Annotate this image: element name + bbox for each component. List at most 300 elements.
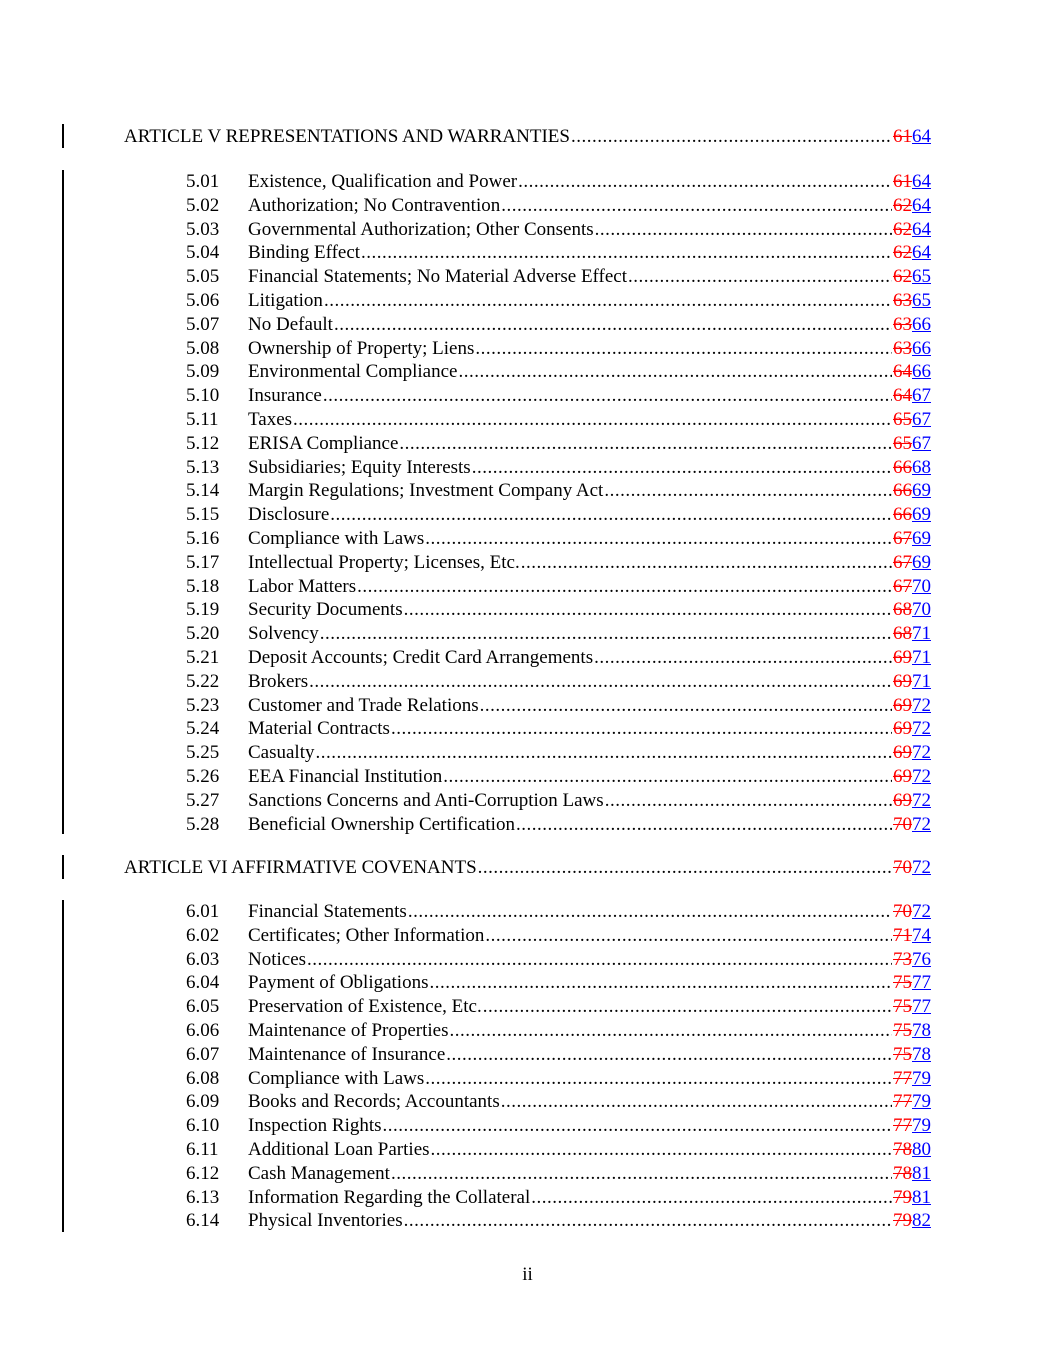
- section-number: 6.08: [186, 1067, 220, 1089]
- dot-leader: [408, 900, 892, 924]
- dot-leader: [628, 265, 892, 289]
- dot-leader: [309, 670, 892, 694]
- toc-entry[interactable]: [186, 551, 931, 575]
- inserted-page-number[interactable]: 70: [912, 575, 931, 597]
- toc-entry[interactable]: [186, 289, 931, 313]
- dot-leader: [594, 646, 892, 670]
- inserted-page-number[interactable]: 67: [912, 385, 931, 407]
- deleted-page-number: 75: [893, 1020, 912, 1041]
- toc-entry[interactable]: [186, 384, 931, 408]
- section-number: 6.11: [186, 1139, 219, 1160]
- toc-entry[interactable]: [186, 789, 931, 813]
- inserted-page-number[interactable]: 71: [912, 623, 931, 645]
- section-title: Subsidiaries; Equity Interests: [248, 456, 471, 478]
- section-number: 6.05: [186, 996, 220, 1018]
- deleted-page-number: 75: [893, 1043, 912, 1065]
- section-title: Intellectual Property; Licenses, Etc.: [248, 551, 520, 573]
- dot-leader: [324, 289, 892, 313]
- inserted-page-number[interactable]: 82: [912, 1210, 931, 1232]
- section-title: Authorization; No Contravention: [248, 194, 501, 216]
- page-reference: [893, 360, 931, 384]
- page-reference: [893, 995, 931, 1019]
- section-title: Payment of Obligations: [248, 972, 429, 994]
- inserted-page-number[interactable]: 72: [912, 694, 931, 716]
- dot-leader: [501, 194, 892, 218]
- deleted-page-number: 64: [893, 385, 912, 407]
- article-title: ARTICLE V REPRESENTATIONS AND WARRANTIES: [124, 126, 570, 147]
- dot-leader: [595, 218, 892, 242]
- section-number: 5.12: [186, 432, 220, 454]
- section-title: Customer and Trade Relations: [248, 694, 479, 716]
- toc-entry[interactable]: [186, 527, 931, 551]
- page-reference: [893, 598, 931, 622]
- dot-leader: [361, 241, 892, 265]
- page-reference: [893, 575, 931, 599]
- dot-leader: [307, 948, 892, 972]
- inserted-page-number[interactable]: 64: [912, 194, 931, 216]
- section-title: Governmental Authorization; Other Consents: [248, 218, 594, 240]
- inserted-page-number[interactable]: 71: [912, 670, 931, 692]
- toc-entry[interactable]: [186, 241, 931, 265]
- page-reference: [893, 432, 931, 456]
- dot-leader: [458, 360, 892, 384]
- dot-leader: [516, 813, 892, 837]
- page-reference: [893, 313, 931, 337]
- deleted-page-number: 61: [893, 126, 912, 147]
- inserted-page-number[interactable]: 79: [912, 1091, 931, 1113]
- dot-leader: [431, 1138, 892, 1162]
- toc-entry[interactable]: [186, 995, 931, 1019]
- toc-entry[interactable]: [186, 1209, 931, 1233]
- toc-entry[interactable]: [186, 971, 931, 995]
- deleted-page-number: 62: [893, 242, 912, 264]
- inserted-page-number[interactable]: 74: [912, 924, 931, 946]
- toc-entry[interactable]: [186, 598, 931, 622]
- deleted-page-number: 68: [893, 599, 912, 621]
- dot-leader: [404, 598, 892, 622]
- section-number: 6.12: [186, 1162, 220, 1184]
- article-v-heading[interactable]: [124, 125, 931, 149]
- inserted-page-number[interactable]: 72: [912, 857, 931, 878]
- inserted-page-number[interactable]: 69: [912, 528, 931, 549]
- section-title: Environmental Compliance: [248, 361, 458, 383]
- page-reference: [893, 408, 931, 432]
- dot-leader: [480, 694, 892, 718]
- toc-entry[interactable]: [186, 408, 931, 432]
- deleted-page-number: 69: [893, 718, 912, 740]
- toc-entry[interactable]: [186, 1162, 931, 1186]
- page-reference: [893, 1186, 931, 1210]
- section-title: Maintenance of Properties: [248, 1020, 449, 1041]
- section-number: 5.07: [186, 313, 220, 335]
- deleted-page-number: 79: [893, 1210, 912, 1232]
- toc-entry[interactable]: [186, 1114, 931, 1138]
- deleted-page-number: 62: [893, 218, 912, 240]
- inserted-page-number[interactable]: 65: [912, 290, 931, 311]
- deleted-page-number: 69: [893, 766, 912, 787]
- page-reference: [893, 765, 931, 789]
- dot-leader: [357, 575, 892, 599]
- section-title: Insurance: [248, 385, 322, 407]
- page-reference: [893, 527, 931, 551]
- toc-entry[interactable]: [186, 479, 931, 503]
- section-title: Compliance with Laws: [248, 528, 425, 549]
- toc-entry[interactable]: [186, 1138, 931, 1162]
- inserted-page-number[interactable]: 81: [912, 1162, 931, 1184]
- section-title: Financial Statements: [248, 901, 407, 922]
- page-reference: [893, 218, 931, 242]
- deleted-page-number: 64: [893, 361, 912, 383]
- page-reference: [893, 241, 931, 265]
- change-bar: [62, 900, 64, 1232]
- inserted-page-number[interactable]: 68: [912, 456, 931, 478]
- dot-leader: [425, 1067, 892, 1091]
- section-number: 5.02: [186, 194, 220, 216]
- deleted-page-number: 69: [893, 742, 912, 764]
- page-reference: [893, 789, 931, 813]
- section-title: Preservation of Existence, Etc.: [248, 996, 482, 1018]
- page-reference: [893, 503, 931, 527]
- page-reference: [893, 1138, 931, 1162]
- section-number: 5.10: [186, 385, 220, 407]
- inserted-page-number[interactable]: 79: [912, 1067, 931, 1089]
- section-number: 5.19: [186, 599, 220, 621]
- page-reference: [893, 694, 931, 718]
- inserted-page-number[interactable]: 66: [912, 361, 931, 383]
- page-reference: [893, 1043, 931, 1067]
- dot-leader: [429, 971, 892, 995]
- deleted-page-number: 75: [893, 972, 912, 994]
- page-reference: [893, 125, 931, 149]
- dot-leader: [475, 337, 892, 361]
- toc-entry[interactable]: [186, 360, 931, 384]
- toc-entry[interactable]: [186, 194, 931, 218]
- section-title: Physical Inventories: [248, 1210, 403, 1232]
- toc-entry[interactable]: [186, 717, 931, 741]
- toc-entry[interactable]: [186, 432, 931, 456]
- inserted-page-number[interactable]: 72: [912, 813, 931, 835]
- inserted-page-number[interactable]: 76: [912, 948, 931, 970]
- section-title: Information Regarding the Collateral: [248, 1186, 531, 1208]
- toc-entry[interactable]: [186, 741, 931, 765]
- section-number: 6.04: [186, 972, 220, 994]
- page-reference: [893, 479, 931, 503]
- deleted-page-number: 69: [893, 694, 912, 716]
- dot-leader: [446, 1043, 892, 1067]
- dot-leader: [605, 789, 892, 813]
- dot-leader: [383, 1114, 892, 1138]
- dot-leader: [404, 1209, 892, 1233]
- toc-entry[interactable]: [186, 1019, 931, 1043]
- deleted-page-number: 71: [893, 924, 912, 946]
- page-reference: [893, 265, 931, 289]
- toc-entry[interactable]: [186, 575, 931, 599]
- toc-entry[interactable]: [186, 694, 931, 718]
- inserted-page-number[interactable]: 66: [912, 313, 931, 335]
- dot-leader: [323, 384, 892, 408]
- inserted-page-number[interactable]: 80: [912, 1139, 931, 1160]
- section-number: 5.25: [186, 742, 220, 764]
- section-number: 5.21: [186, 647, 220, 668]
- change-bar: [62, 855, 64, 879]
- dot-leader: [478, 856, 892, 880]
- section-number: 6.07: [186, 1043, 220, 1065]
- section-title: Margin Regulations; Investment Company Act: [248, 480, 604, 502]
- dot-leader: [485, 924, 892, 948]
- page-reference: [893, 646, 931, 670]
- deleted-page-number: 61: [893, 171, 912, 192]
- deleted-page-number: 69: [893, 647, 912, 668]
- page-reference: [893, 194, 931, 218]
- section-number: 5.22: [186, 670, 220, 692]
- dot-leader: [531, 1186, 892, 1210]
- deleted-page-number: 68: [893, 623, 912, 645]
- dot-leader: [391, 1162, 892, 1186]
- page-reference: [893, 1090, 931, 1114]
- dot-leader: [391, 717, 892, 741]
- page-reference: [893, 622, 931, 646]
- dot-leader: [425, 527, 892, 551]
- toc-entry[interactable]: [186, 924, 931, 948]
- page-reference: [893, 741, 931, 765]
- toc-entry[interactable]: [186, 265, 931, 289]
- section-number: 5.09: [186, 361, 220, 383]
- toc-entry[interactable]: [186, 337, 931, 361]
- toc-entry[interactable]: [186, 456, 931, 480]
- page-reference: [893, 1019, 931, 1043]
- page-reference: [893, 924, 931, 948]
- section-title: Deposit Accounts; Credit Card Arrangements: [248, 647, 594, 668]
- deleted-page-number: 69: [893, 670, 912, 692]
- deleted-page-number: 69: [893, 789, 912, 811]
- section-title: Disclosure: [248, 504, 330, 526]
- inserted-page-number[interactable]: 69: [912, 480, 931, 502]
- page-reference: [893, 1067, 931, 1091]
- change-bar: [62, 124, 64, 148]
- deleted-page-number: 77: [893, 1067, 912, 1089]
- page-reference: [893, 1114, 931, 1138]
- dot-leader: [483, 995, 892, 1019]
- dot-leader: [449, 1019, 892, 1043]
- section-number: 5.18: [186, 575, 220, 597]
- dot-leader: [330, 503, 892, 527]
- page-number: ii: [522, 1264, 533, 1285]
- inserted-page-number[interactable]: 78: [912, 1020, 931, 1041]
- dot-leader: [472, 456, 892, 480]
- deleted-page-number: 63: [893, 290, 912, 311]
- inserted-page-number[interactable]: 70: [912, 599, 931, 621]
- toc-entry[interactable]: [186, 313, 931, 337]
- section-number: 5.06: [186, 290, 220, 311]
- section-title: Notices: [248, 948, 307, 970]
- toc-entry[interactable]: [186, 218, 931, 242]
- page-reference: [893, 813, 931, 837]
- deleted-page-number: 75: [893, 996, 912, 1018]
- section-title: Inspection Rights: [248, 1115, 382, 1137]
- deleted-page-number: 67: [893, 575, 912, 597]
- section-title: Maintenance of Insurance: [248, 1043, 446, 1065]
- toc-entry[interactable]: [186, 948, 931, 972]
- deleted-page-number: 65: [893, 409, 912, 430]
- section-number: 6.13: [186, 1186, 220, 1208]
- toc-entry[interactable]: [186, 503, 931, 527]
- section-title: No Default: [248, 313, 333, 335]
- page-reference: [893, 717, 931, 741]
- toc-entry[interactable]: [186, 765, 931, 789]
- inserted-page-number[interactable]: 78: [912, 1043, 931, 1065]
- inserted-page-number[interactable]: 72: [912, 789, 931, 811]
- toc-entry[interactable]: [186, 1043, 931, 1067]
- section-title: Cash Management: [248, 1162, 390, 1184]
- section-title: Security Documents: [248, 599, 403, 621]
- page-reference: [893, 289, 931, 313]
- inserted-page-number[interactable]: 69: [912, 551, 931, 573]
- page-reference: [893, 337, 931, 361]
- deleted-page-number: 70: [893, 857, 912, 878]
- toc-entry[interactable]: [186, 646, 931, 670]
- section-number: 5.16: [186, 528, 220, 549]
- page-reference: [893, 1162, 931, 1186]
- inserted-page-number[interactable]: 66: [912, 337, 931, 359]
- dot-leader: [571, 125, 892, 149]
- section-title: Binding Effect: [248, 242, 361, 264]
- article-vi-heading[interactable]: [124, 856, 931, 880]
- inserted-page-number[interactable]: 64: [912, 242, 931, 264]
- section-title: Brokers: [248, 670, 309, 692]
- inserted-page-number[interactable]: 72: [912, 766, 931, 787]
- section-number: 5.15: [186, 504, 220, 526]
- inserted-page-number[interactable]: 64: [912, 126, 931, 147]
- toc-entry[interactable]: [186, 1067, 931, 1091]
- section-title: Additional Loan Parties: [248, 1139, 430, 1160]
- dot-leader: [316, 741, 893, 765]
- section-number: 5.27: [186, 789, 220, 811]
- inserted-page-number[interactable]: 64: [912, 218, 931, 240]
- section-title: Material Contracts: [248, 718, 390, 740]
- toc-entry[interactable]: [186, 1186, 931, 1210]
- deleted-page-number: 63: [893, 313, 912, 335]
- section-number: 5.23: [186, 694, 220, 716]
- section-title: Certificates; Other Information: [248, 924, 485, 946]
- section-number: 5.26: [186, 766, 220, 787]
- inserted-page-number[interactable]: 67: [912, 409, 931, 430]
- section-title: Existence, Qualification and Power: [248, 171, 518, 192]
- section-number: 6.03: [186, 948, 220, 970]
- section-number: 6.14: [186, 1210, 220, 1232]
- deleted-page-number: 78: [893, 1162, 912, 1184]
- page-reference: [893, 948, 931, 972]
- dot-leader: [443, 765, 892, 789]
- section-title: Litigation: [248, 290, 323, 311]
- deleted-page-number: 65: [893, 432, 912, 454]
- deleted-page-number: 66: [893, 480, 912, 502]
- section-number: 6.02: [186, 924, 220, 946]
- section-number: 5.14: [186, 480, 220, 502]
- section-number: 6.06: [186, 1020, 220, 1041]
- page-reference: [893, 551, 931, 575]
- inserted-page-number[interactable]: 81: [912, 1186, 931, 1208]
- deleted-page-number: 79: [893, 1186, 912, 1208]
- deleted-page-number: 78: [893, 1139, 912, 1160]
- dot-leader: [604, 479, 892, 503]
- section-title: Ownership of Property; Liens: [248, 337, 475, 359]
- page-reference: [893, 856, 931, 880]
- section-title: Solvency: [248, 623, 319, 645]
- inserted-page-number[interactable]: 71: [912, 647, 931, 668]
- dot-leader: [399, 432, 892, 456]
- deleted-page-number: 70: [893, 901, 912, 922]
- section-title: Labor Matters: [248, 575, 357, 597]
- toc-entry[interactable]: [186, 670, 931, 694]
- toc-entry[interactable]: [186, 900, 931, 924]
- toc-entry[interactable]: [186, 813, 931, 837]
- inserted-page-number[interactable]: 67: [912, 432, 931, 454]
- section-number: 5.03: [186, 218, 220, 240]
- inserted-page-number[interactable]: 72: [912, 901, 931, 922]
- deleted-page-number: 77: [893, 1115, 912, 1137]
- section-number: 5.04: [186, 242, 220, 264]
- dot-leader: [518, 170, 892, 194]
- section-title: Beneficial Ownership Certification: [248, 813, 515, 835]
- section-number: 5.11: [186, 409, 219, 430]
- deleted-page-number: 67: [893, 528, 912, 549]
- section-number: 5.08: [186, 337, 220, 359]
- inserted-page-number[interactable]: 69: [912, 504, 931, 526]
- dot-leader: [521, 551, 892, 575]
- inserted-page-number[interactable]: 77: [912, 996, 931, 1018]
- page-reference: [893, 170, 931, 194]
- inserted-page-number[interactable]: 77: [912, 972, 931, 994]
- section-number: 5.24: [186, 718, 220, 740]
- toc-entry[interactable]: [186, 1090, 931, 1114]
- page-reference: [893, 900, 931, 924]
- dot-leader: [320, 622, 892, 646]
- deleted-page-number: 66: [893, 504, 912, 526]
- deleted-page-number: 63: [893, 337, 912, 359]
- section-number: 5.01: [186, 171, 220, 192]
- inserted-page-number[interactable]: 72: [912, 742, 931, 764]
- section-title: Taxes: [248, 409, 293, 430]
- article-title: ARTICLE VI AFFIRMATIVE COVENANTS: [124, 857, 477, 878]
- section-title: Sanctions Concerns and Anti-Corruption Laws: [248, 789, 604, 811]
- section-number: 5.13: [186, 456, 220, 478]
- toc-entry[interactable]: [186, 170, 931, 194]
- inserted-page-number[interactable]: 79: [912, 1115, 931, 1137]
- section-number: 5.28: [186, 813, 220, 835]
- section-title: EEA Financial Institution: [248, 766, 443, 787]
- section-title: ERISA Compliance: [248, 432, 399, 454]
- toc-entry[interactable]: [186, 622, 931, 646]
- section-title: Financial Statements; No Material Adverse Effect: [248, 266, 628, 288]
- page-reference: [893, 971, 931, 995]
- page-reference: [893, 384, 931, 408]
- change-bar: [62, 170, 64, 834]
- inserted-page-number[interactable]: 72: [912, 718, 931, 740]
- page-reference: [893, 1209, 931, 1233]
- inserted-page-number[interactable]: 65: [912, 266, 931, 288]
- page-reference: [893, 456, 931, 480]
- section-number: 5.20: [186, 623, 220, 645]
- deleted-page-number: 67: [893, 551, 912, 573]
- inserted-page-number[interactable]: 64: [912, 171, 931, 192]
- dot-leader: [334, 313, 892, 337]
- deleted-page-number: 73: [893, 948, 912, 970]
- section-title: Compliance with Laws: [248, 1067, 425, 1089]
- deleted-page-number: 70: [893, 813, 912, 835]
- dot-leader: [293, 408, 892, 432]
- deleted-page-number: 66: [893, 456, 912, 478]
- deleted-page-number: 62: [893, 266, 912, 288]
